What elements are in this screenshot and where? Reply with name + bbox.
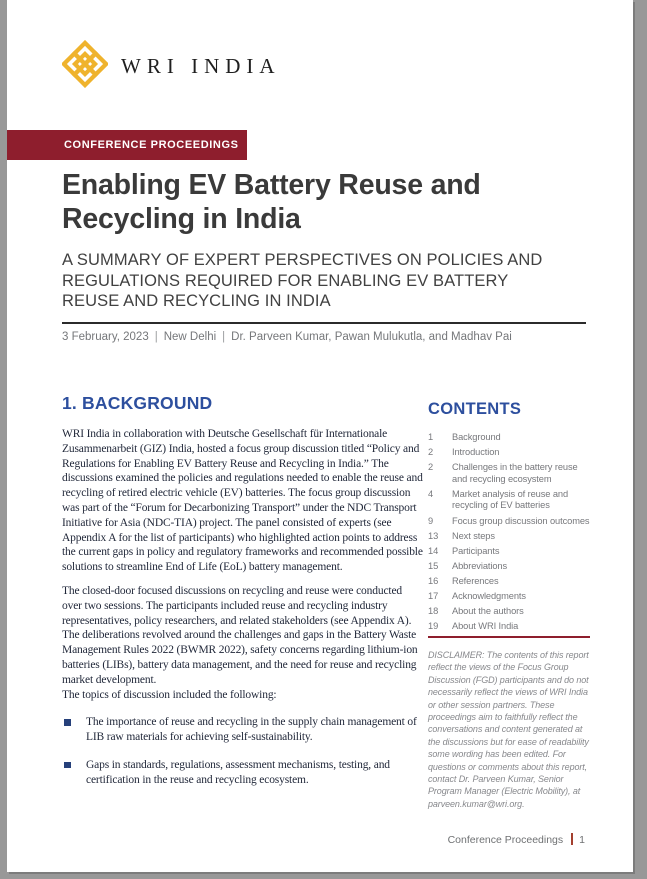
list-item [62,758,424,788]
toc-item-references [428,576,594,588]
toc-label: Acknowledgments [452,591,526,602]
toc-item-next-steps [428,531,594,543]
brand-name: WRI INDIA [121,53,281,78]
toc-label: Background [452,432,501,442]
byline-divider: | [222,331,226,343]
toc-label: Focus group discussion outcomes [452,515,590,526]
report-title [62,169,592,236]
toc-page-number: 18 [428,606,439,617]
toc-item-background [428,432,594,444]
square-bullet-icon [64,762,71,769]
background-paragraph-1: WRI India in collaboration with Deutsche Gesellschaft für Internationale Zusammenarbeit (GIZ) India, hosted a focus group discussion titled “Policy and Regulations for Enabling EV Battery Reuse and Recycling in India.” The discussions examined the policies and regulations needed to enable the reuse and recycling of retired electric vehicle (EV) batteries. The focus group discussion was part of the “Forum for Decarbonizing Transport” under the NDC Transport Initiative for Asia (NDC-TIA) project. The panel consisted of experts (see Appendix A for the list of participants) who highlighted action points to address the current gaps in policy and regulatory frameworks and recommended possible solutions to streamline End of Life (EoL) battery management. [62,428,423,574]
toc-label: Next steps [452,530,495,541]
contents-list [428,432,594,633]
report-type-banner: CONFERENCE PROCEEDINGS [7,130,247,160]
toc-item-challenges [428,462,594,485]
toc-page-number: 19 [428,621,439,632]
toc-page-number: 14 [428,545,439,556]
byline-rule [62,322,586,324]
toc-item-about-authors [428,606,594,618]
wri-weave-logo-icon [62,40,108,88]
publication-date: 3 February, 2023 [62,331,149,343]
bullet-text: Gaps in standards, regulations, assessment mechanisms, testing, and certification in the reuse and recycling ecosystem. [86,758,390,786]
contents-sidebar [428,400,594,636]
toc-page-number: 4 [428,488,434,499]
toc-item-about-wri [428,621,594,633]
byline [62,331,592,343]
toc-page-number: 17 [428,591,439,602]
byline-divider: | [154,331,158,343]
brand-header [62,40,281,88]
toc-label: Challenges in the battery reuse and recycling ecosystem [452,462,578,484]
authors: Dr. Parveen Kumar, Pawan Mulukutla, and Madhav Pai [231,331,512,343]
square-bullet-icon [64,719,71,726]
publication-location: New Delhi [163,331,217,343]
main-column [62,393,424,801]
toc-item-introduction [428,447,594,459]
toc-page-number: 9 [428,515,434,526]
page-footer [300,833,585,846]
report-subtitle-line2: REGULATIONS REQUIRED FOR ENABLING EV BATTERY [62,271,509,290]
toc-item-acknowledgments [428,591,594,603]
bullet-text: The importance of reuse and recycling in the supply chain management of LIB raw materials for achieving self-sustainability. [86,716,417,744]
toc-label: Abbreviations [452,560,508,571]
section-heading-background: 1. BACKGROUND [62,393,213,413]
disclaimer-rule [428,636,590,638]
report-title-line2: Recycling in India [62,202,301,235]
toc-page-number: 2 [428,447,434,458]
report-title-line1: Enabling EV Battery Reuse and [62,169,481,201]
toc-item-market-analysis [428,489,594,512]
report-subtitle-line3: REUSE AND RECYCLING IN INDIA [62,292,331,310]
topics-bullet-list [62,715,424,787]
disclaimer-text: DISCLAIMER: The contents of this report reflect the views of the Focus Group Discussion (FGD) participants and do not necessarily reflect the views of WRI India or other session partners. These proceedings aim to faithfully reflect the conversations and content generated at the discussions but for ease of readability some wording has been edited. For questions or comments about this report, contact Dr. Parveen Kumar, Senior Program Manager (Electric Mobility), at parveen.kumar@wri.org. [428,650,589,809]
toc-label: References [452,575,499,586]
toc-item-abbreviations [428,561,594,573]
toc-label: Participants [452,545,500,556]
toc-page-number: 1 [428,432,434,442]
background-paragraph-2: The closed-door focused discussions on recycling and reuse were conducted over two sessions. The participants included reuse and recycling industry representatives, policy researchers, and related stakeholders (see Appendix A). The deliberations revolved around the challenges and gaps in the Battery Waste Management Rules 2022 (BWMR 2022), safety concerns regarding lithium-ion batteries (LIBs), battery data management, and the need for reuse and recycling market development. [62,584,418,686]
footer-divider [571,833,573,845]
toc-label: About the authors [452,606,524,617]
contents-heading: CONTENTS [428,400,522,418]
report-subtitle-line1: A SUMMARY OF EXPERT PERSPECTIVES ON POLICIES AND [62,251,543,269]
topics-lead-line: The topics of discussion included the following: [62,688,277,701]
toc-item-participants [428,546,594,558]
toc-label: About WRI India [452,621,519,632]
toc-item-focus-group-outcomes [428,516,594,528]
toc-page-number: 2 [428,462,434,473]
report-subtitle [62,250,592,312]
footer-label: Conference Proceedings [447,834,564,846]
toc-page-number: 16 [428,575,439,586]
document-page [7,0,633,872]
footer-page-number: 1 [579,834,585,846]
toc-page-number: 15 [428,560,439,571]
list-item [62,715,424,745]
toc-label: Market analysis of reuse and recycling of EV batteries [452,488,569,511]
toc-label: Introduction [452,447,500,458]
toc-page-number: 13 [428,530,439,541]
